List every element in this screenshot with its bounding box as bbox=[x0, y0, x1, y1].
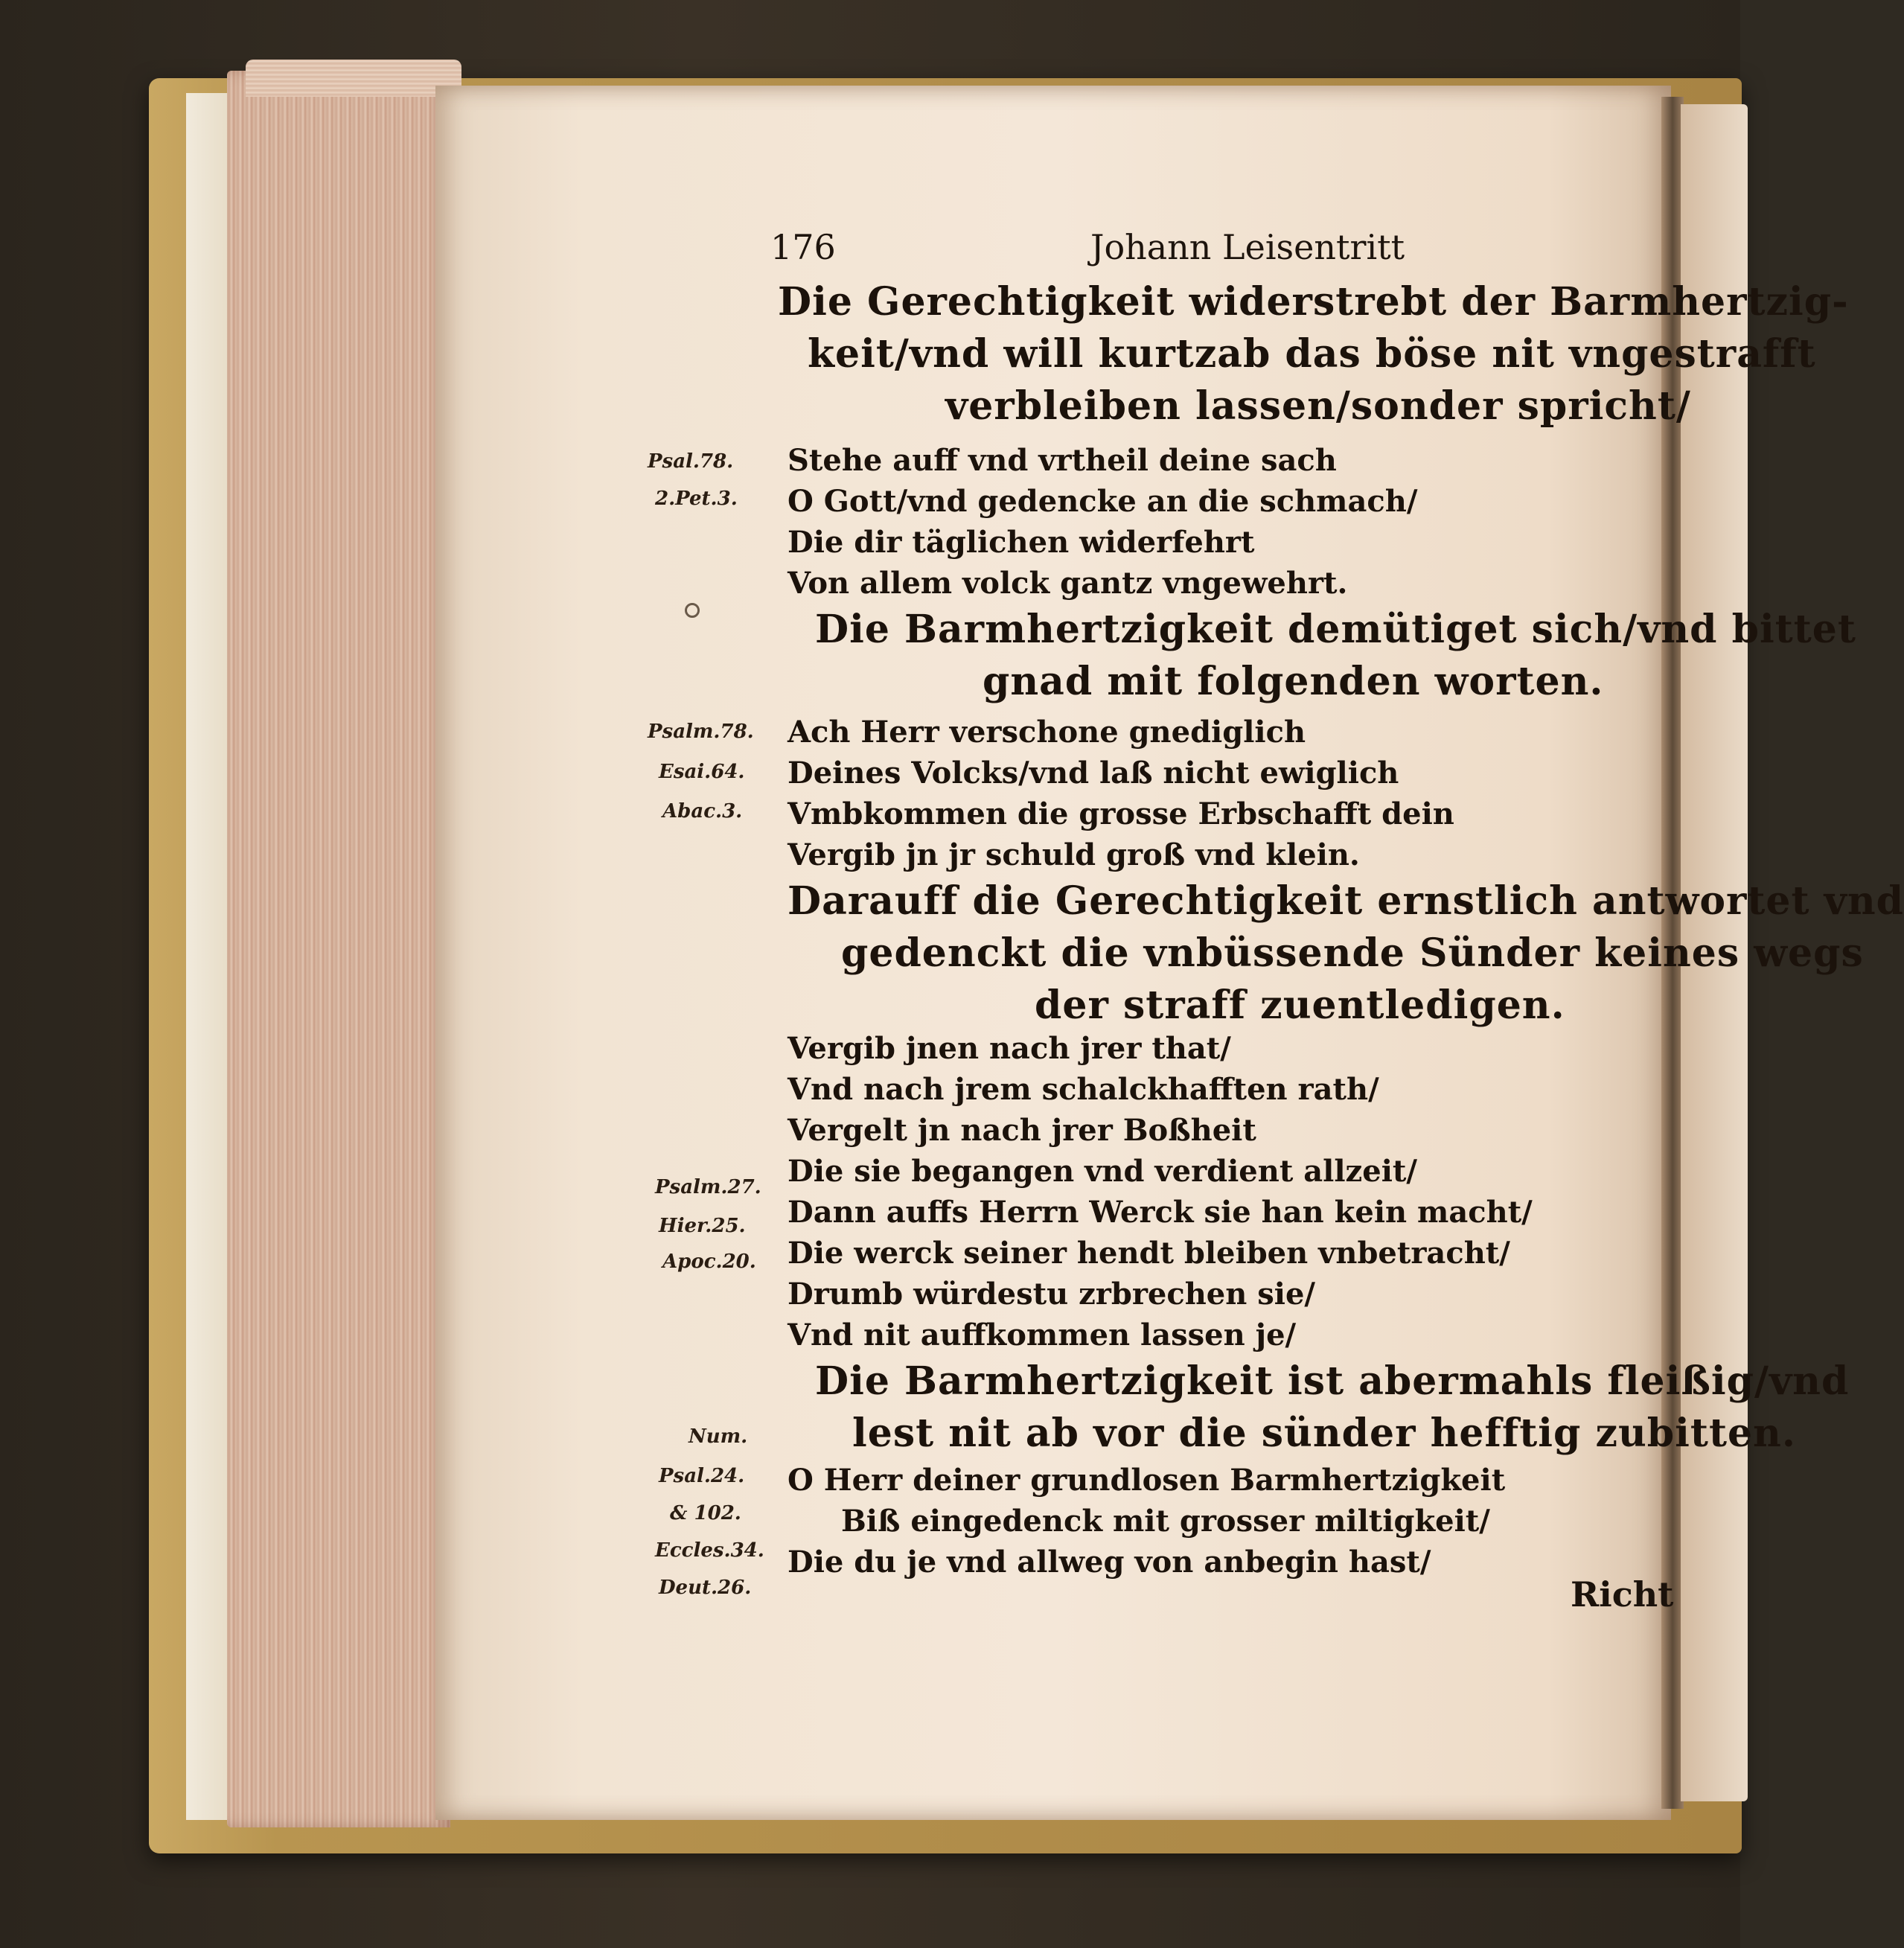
text-line: Die Gerechtigkeit widerstrebt der Barmhertzig- bbox=[778, 279, 1849, 325]
text-line: Die dir täglichen widerfehrt bbox=[788, 525, 1255, 560]
text-line: Darauff die Gerechtigkeit ernstlich antwortet vnd bbox=[788, 878, 1904, 924]
text-line: Die sie begangen vnd verdient allzeit/ bbox=[788, 1154, 1417, 1189]
text-line: Die werck seiner hendt bleiben vnbetracht/ bbox=[788, 1236, 1510, 1271]
text-line: Die du je vnd allweg von anbegin hast/ bbox=[788, 1545, 1431, 1580]
marginal-note: Num. bbox=[689, 1425, 748, 1448]
marginal-note: & 102. bbox=[670, 1502, 741, 1524]
text-line: Vergelt jn nach jrer Boßheit bbox=[788, 1113, 1256, 1148]
running-head: Johann Leisentritt bbox=[1090, 227, 1405, 267]
marginal-note: Apoc.20. bbox=[662, 1251, 756, 1273]
marginal-note: Psalm.27. bbox=[655, 1176, 761, 1198]
marginal-note: Eccles.34. bbox=[655, 1539, 764, 1562]
page-edges-top bbox=[246, 60, 461, 97]
text-line: O Gott/vnd gedencke an die schmach/ bbox=[788, 484, 1418, 519]
text-line: Biß eingedenck mit grosser miltigkeit/ bbox=[841, 1504, 1490, 1539]
marginal-note: Psal.24. bbox=[659, 1465, 745, 1487]
text-line: O Herr deiner grundlosen Barmhertzigkeit bbox=[788, 1463, 1506, 1498]
text-line: Die Barmhertzigkeit ist abermahls fleißig/vnd bbox=[815, 1358, 1850, 1404]
catchword: Richt bbox=[1571, 1574, 1674, 1615]
running-header bbox=[770, 227, 1515, 272]
text-line: Vergib jnen nach jrer that/ bbox=[788, 1031, 1231, 1066]
text-line: der straff zuentledigen. bbox=[1035, 983, 1565, 1028]
text-line: keit/vnd will kurtzab das böse nit vngestrafft bbox=[808, 331, 1816, 377]
text-line: Von allem volck gantz vngewehrt. bbox=[788, 566, 1348, 601]
marginal-note: Esai.64. bbox=[659, 761, 745, 783]
marginal-note: Abac.3. bbox=[662, 800, 743, 823]
text-line: gedenckt die vnbüssende Sünder keines wegs bbox=[841, 930, 1864, 976]
text-line: gnad mit folgenden worten. bbox=[983, 659, 1604, 704]
text-line: Ach Herr verschone gnediglich bbox=[788, 715, 1306, 750]
ink-blot bbox=[685, 603, 700, 618]
text-line: Drumb würdestu zrbrechen sie/ bbox=[788, 1277, 1316, 1312]
text-line: Vnd nach jrem schalckhafften rath/ bbox=[788, 1072, 1379, 1107]
marginal-note: Psal.78. bbox=[648, 450, 734, 473]
text-line: verbleiben lassen/sonder spricht/ bbox=[945, 383, 1691, 429]
page-number: 176 bbox=[770, 227, 836, 267]
text-line: lest nit ab vor die sünder hefftig zubitten. bbox=[852, 1411, 1796, 1456]
text-line: Vergib jn jr schuld groß vnd klein. bbox=[788, 837, 1360, 872]
endpaper bbox=[186, 93, 231, 1820]
marginal-note: Hier.25. bbox=[659, 1215, 746, 1237]
page-edges bbox=[227, 71, 450, 1827]
text-line: Stehe auff vnd vrtheil deine sach bbox=[788, 443, 1337, 478]
text-line: Die Barmhertzigkeit demütiget sich/vnd bittet bbox=[815, 607, 1856, 652]
text-line: Vmbkommen die grosse Erbschafft dein bbox=[788, 796, 1454, 831]
marginal-note: 2.Pet.3. bbox=[655, 488, 738, 510]
text-line: Vnd nit auffkommen lassen je/ bbox=[788, 1318, 1297, 1353]
text-line: Deines Volcks/vnd laß nicht ewiglich bbox=[788, 756, 1399, 791]
text-line: Dann auffs Herrn Werck sie han kein macht/ bbox=[788, 1195, 1533, 1230]
marginal-note: Deut.26. bbox=[659, 1577, 752, 1599]
marginal-note: Psalm.78. bbox=[648, 721, 754, 743]
